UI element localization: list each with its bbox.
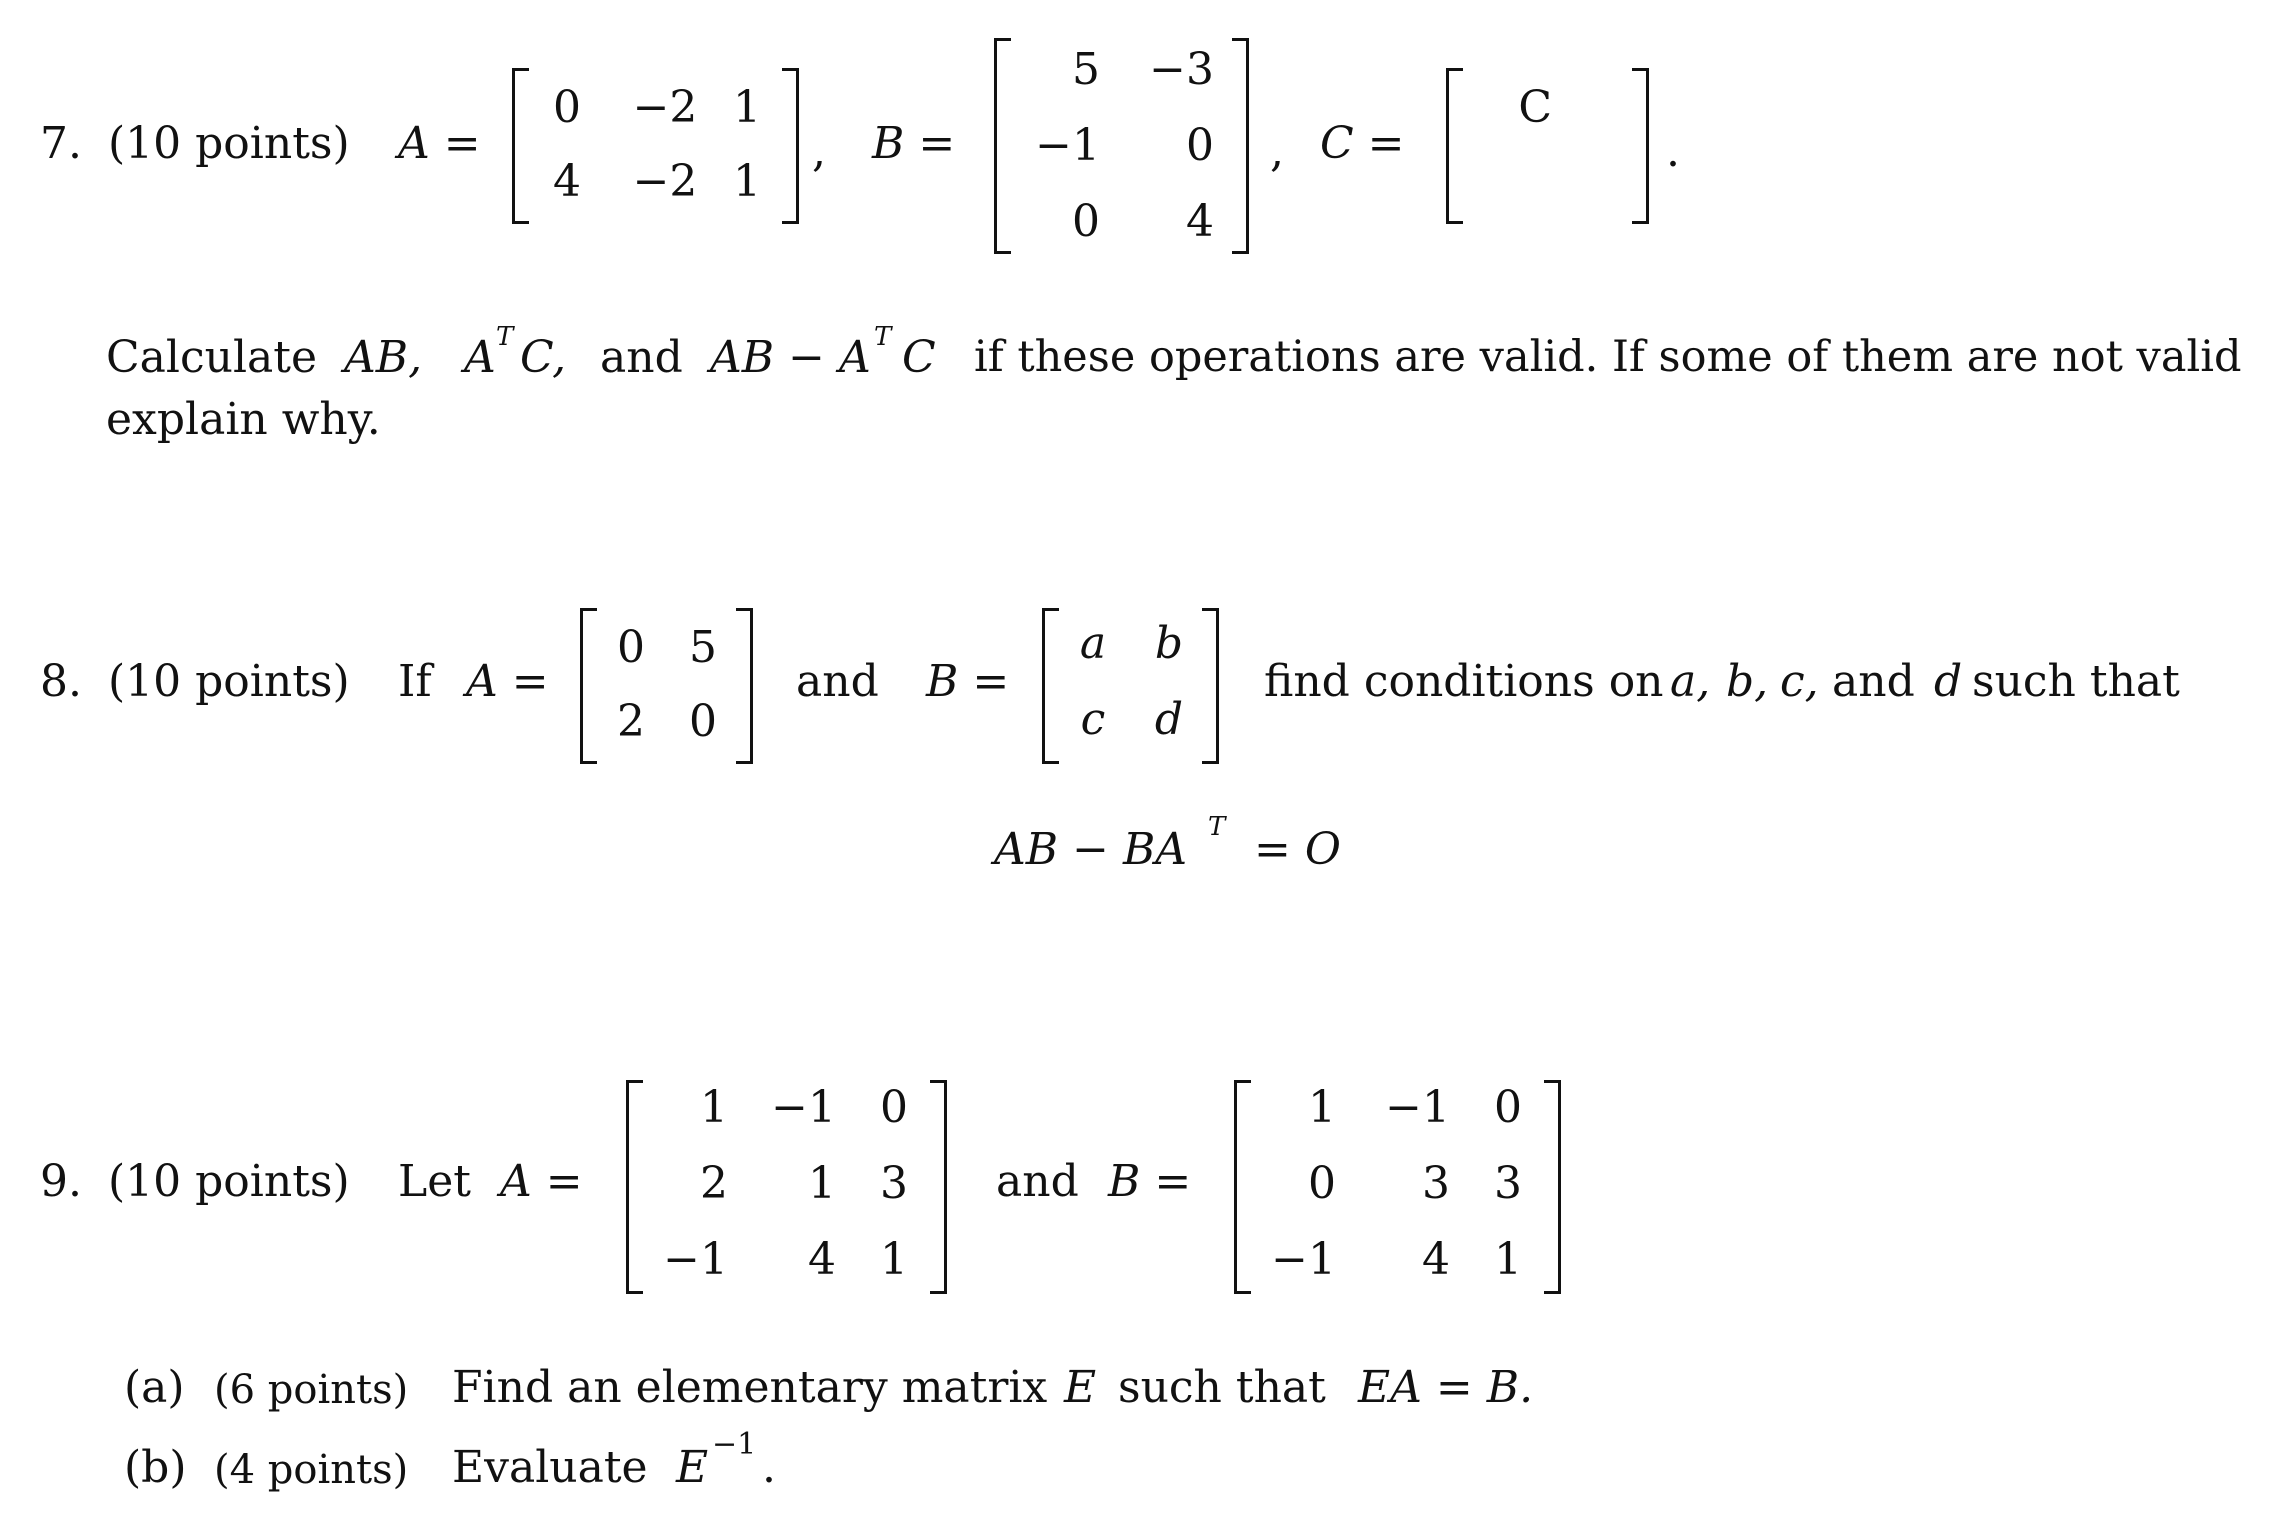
p9-part-b-points: (4 points) — [214, 1447, 409, 1493]
p8-var-d: d — [1934, 656, 1963, 707]
left-bracket — [512, 68, 529, 224]
right-bracket — [930, 1080, 947, 1294]
matrix-cell: 0 — [1308, 1158, 1336, 1209]
p8-B-label: B = — [926, 656, 1010, 707]
p8-equation-right: = O — [1254, 824, 1341, 875]
left-bracket — [580, 608, 597, 764]
matrix-cell: c — [1080, 694, 1106, 745]
matrix-cell: b — [1154, 618, 1184, 669]
matrix-cell: 0 — [617, 622, 645, 673]
p8-var-c: c, — [1780, 656, 1819, 707]
matrix-cell: 1 — [733, 156, 761, 207]
transpose-superscript: T — [1208, 812, 1226, 842]
p8-text-and2: and — [1832, 656, 1915, 707]
matrix-cell: −1 — [1035, 120, 1100, 171]
p9-number: 9. — [40, 1156, 82, 1207]
matrix-cell: 5 — [689, 622, 717, 673]
right-bracket — [1232, 38, 1249, 254]
p9-part-a-such: such that — [1118, 1362, 1326, 1413]
p7-text-calculate: Calculate — [106, 332, 317, 383]
p9-part-b-exponent: −1 — [712, 1427, 757, 1462]
matrix-cell: 4 — [1422, 1234, 1450, 1285]
p7-math-AB: AB, — [344, 332, 423, 383]
p9-B-label: B = — [1108, 1156, 1192, 1207]
p7-text-and: and — [600, 332, 683, 383]
p8-text-such-that: such that — [1972, 656, 2180, 707]
matrix-cell: 0 — [1186, 120, 1214, 171]
matrix-cell: 3 — [880, 1158, 908, 1209]
p7-C-label: C = — [1320, 118, 1405, 169]
matrix-cell: 1 — [733, 82, 761, 133]
p9-A-label: A = — [500, 1156, 583, 1207]
matrix-cell: 3 — [1494, 1158, 1522, 1209]
matrix-cell: −1 — [1271, 1234, 1336, 1285]
matrix-cell: d — [1154, 694, 1184, 745]
p9-part-b-E: E — [676, 1442, 709, 1493]
matrix-cell: −2 — [632, 82, 698, 133]
p8-equation-left: AB − BA — [994, 824, 1188, 875]
p8-number: 8. — [40, 656, 82, 707]
p7-B-label: B = — [872, 118, 956, 169]
p9-part-a-label: (a) — [124, 1362, 185, 1413]
matrix-cell: 4 — [553, 156, 581, 207]
matrix-cell: 2 — [617, 696, 645, 747]
p8-var-b: b, — [1726, 656, 1769, 707]
right-bracket — [1544, 1080, 1561, 1294]
p7-math-C: C, — [520, 332, 567, 383]
matrix-cell: 1 — [880, 1234, 908, 1285]
p9-text-let: Let — [398, 1156, 471, 1207]
matrix-cell: 4 — [1186, 196, 1214, 247]
p8-text-find: find conditions on — [1264, 656, 1664, 707]
matrix-cell: −1 — [663, 1234, 728, 1285]
matrix-cell: 1 — [808, 1158, 836, 1209]
right-bracket — [1632, 68, 1649, 224]
matrix-cell: a — [1079, 618, 1107, 669]
p8-var-a: a, — [1670, 656, 1711, 707]
p9-part-b-period: . — [762, 1442, 776, 1493]
transpose-superscript: T — [874, 322, 892, 352]
p7-math-A: A — [464, 332, 496, 383]
matrix-cell: 3 — [1422, 1158, 1450, 1209]
p9-part-b-label: (b) — [124, 1442, 187, 1493]
matrix-cell: 5 — [1072, 44, 1100, 95]
matrix-cell: 1 — [1308, 1082, 1336, 1133]
p8-text-if: If — [398, 656, 432, 707]
right-bracket — [1202, 608, 1219, 764]
p7-points: (10 points) — [108, 118, 350, 169]
matrix-cell: C — [1518, 82, 1552, 133]
p7-math-C2: C — [902, 332, 936, 383]
right-bracket — [782, 68, 799, 224]
p9-part-a-eq: EA = B. — [1358, 1362, 1534, 1413]
transpose-superscript: T — [496, 322, 514, 352]
p8-points: (10 points) — [108, 656, 350, 707]
p9-part-a-text: Find an elementary matrix — [452, 1362, 1048, 1413]
matrix-cell: 0 — [689, 696, 717, 747]
p8-A-label: A = — [466, 656, 549, 707]
period: . — [1666, 126, 1680, 177]
matrix-cell: −1 — [771, 1082, 836, 1133]
p8-text-and: and — [796, 656, 879, 707]
p9-text-and: and — [996, 1156, 1079, 1207]
p7-text-line2: explain why. — [106, 394, 381, 445]
p9-part-b-text: Evaluate — [452, 1442, 648, 1493]
matrix-cell: 1 — [700, 1082, 728, 1133]
matrix-cell: 0 — [1494, 1082, 1522, 1133]
matrix-cell: −3 — [1149, 44, 1214, 95]
matrix-cell: −1 — [1385, 1082, 1450, 1133]
comma: , — [812, 126, 826, 177]
matrix-cell: 4 — [808, 1234, 836, 1285]
p7-number: 7. — [40, 118, 82, 169]
right-bracket — [736, 608, 753, 764]
left-bracket — [1042, 608, 1059, 764]
p9-part-a-points: (6 points) — [214, 1367, 409, 1413]
p7-text-tail: if these operations are valid. If some of them are not valid — [974, 332, 2242, 382]
matrix-cell: 2 — [700, 1158, 728, 1209]
matrix-cell: 1 — [1494, 1234, 1522, 1285]
comma: , — [1270, 126, 1284, 177]
matrix-cell: 0 — [553, 82, 581, 133]
p7-math-AB-minus-A: AB − A — [710, 332, 871, 383]
matrix-cell: 0 — [1072, 196, 1100, 247]
matrix-cell: 0 — [880, 1082, 908, 1133]
p9-part-a-E: E — [1064, 1362, 1097, 1413]
p7-A-label: A = — [398, 118, 481, 169]
matrix-cell: −2 — [632, 156, 698, 207]
p9-points: (10 points) — [108, 1156, 350, 1207]
